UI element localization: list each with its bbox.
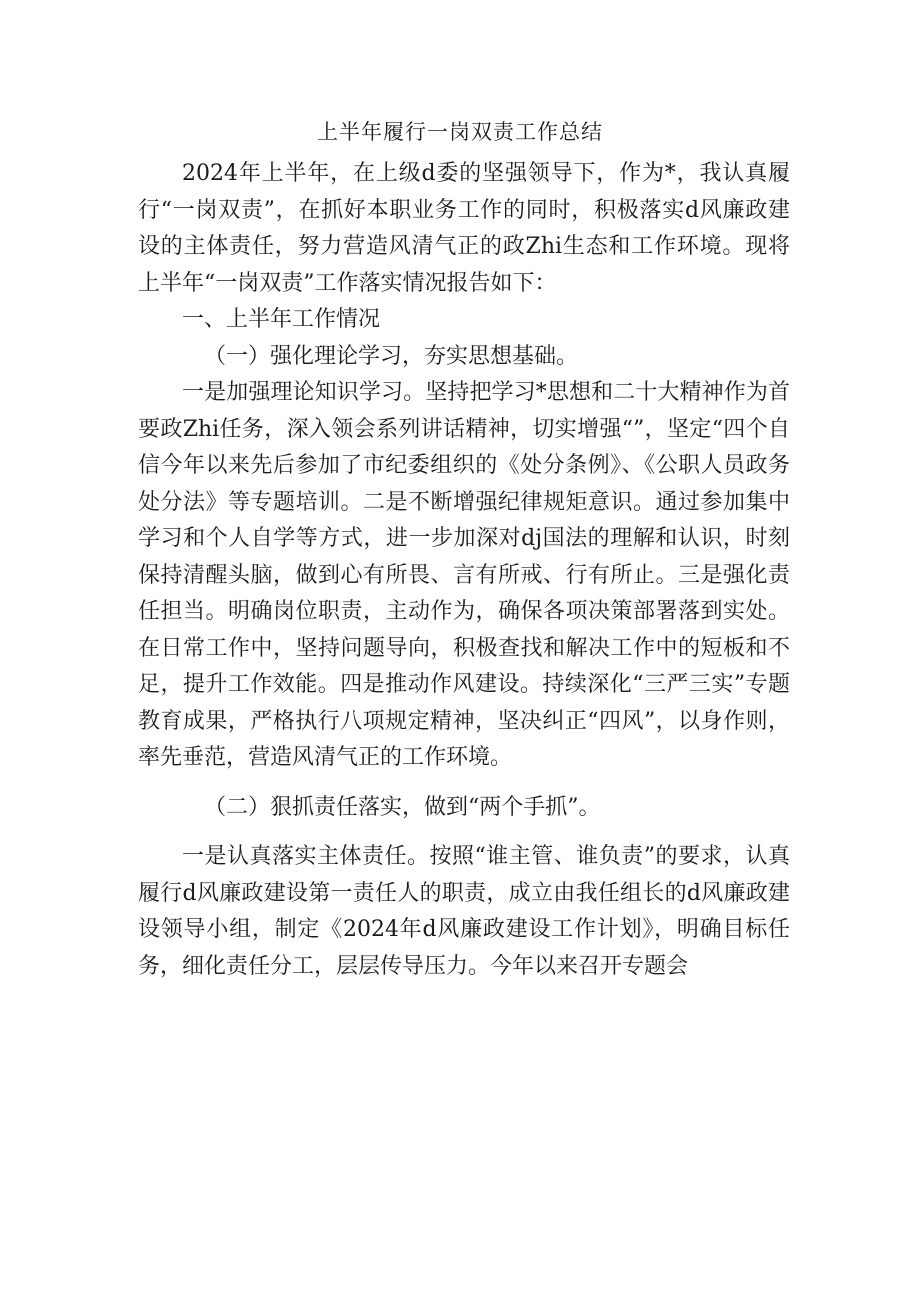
subsection-heading-2: （二）狠抓责任落实，做到“两个手抓”。 [204,794,601,820]
intro-paragraph: 2024年上半年，在上级d委的坚强领导下，作为*，我认真履行“一岗双责”，在抓好本职业务工作的同时，积极落实d风廉政建设的主体责任，努力营造风清气正的政Zhi生态和工作环境。现将上半年“一岗双责”工作落实情况报告如下： [138,161,790,296]
document-title: 上半年履行一岗双责工作总结 [317,120,603,144]
document-body [138,156,790,985]
subsection-1-paragraph: 一是加强理论知识学习。坚持把学习*思想和二十大精神作为首要政Zhi任务，深入领会系列讲话精神，切实增强“”，坚定“四个自信今年以来先后参加了市纪委组织的《处分条例》、《公职人员政务处分法》等专题培训。二是不断增强纪律规矩意识。通过参加集中学习和个人自学等方式，进一步加深对dj国法的理解和认识，时刻保持清醒头脑，做到心有所畏、言有所戒、行有所止。三是强化责任担当。明确岗位职责，主动作为，确保各项决策部署落到实处。在日常工作中，坚持问题导向，积极查找和解决工作中的短板和不足，提升工作效能。四是推动作风建设。持续深化“三严三实”专题教育成果，严格执行八项规定精神，坚决纠正“四风”，以身作则，率先垂范，营造风清气正的工作环境。 [138,380,790,770]
subsection-heading-1: （一）强化理论学习，夯实思想基础。 [204,343,579,369]
section-heading-1: 一、上半年工作情况 [182,307,381,332]
subsection-2-paragraph: 一是认真落实主体责任。按照“谁主管、谁负责”的要求，认真履行d风廉政建设第一责任人的职责，成立由我任组长的d风廉政建设领导小组，制定《2024年d风廉政建设工作计划》，明确目标任务，细化责任分工，层层传导压力。今年以来召开专题会 [138,844,790,979]
